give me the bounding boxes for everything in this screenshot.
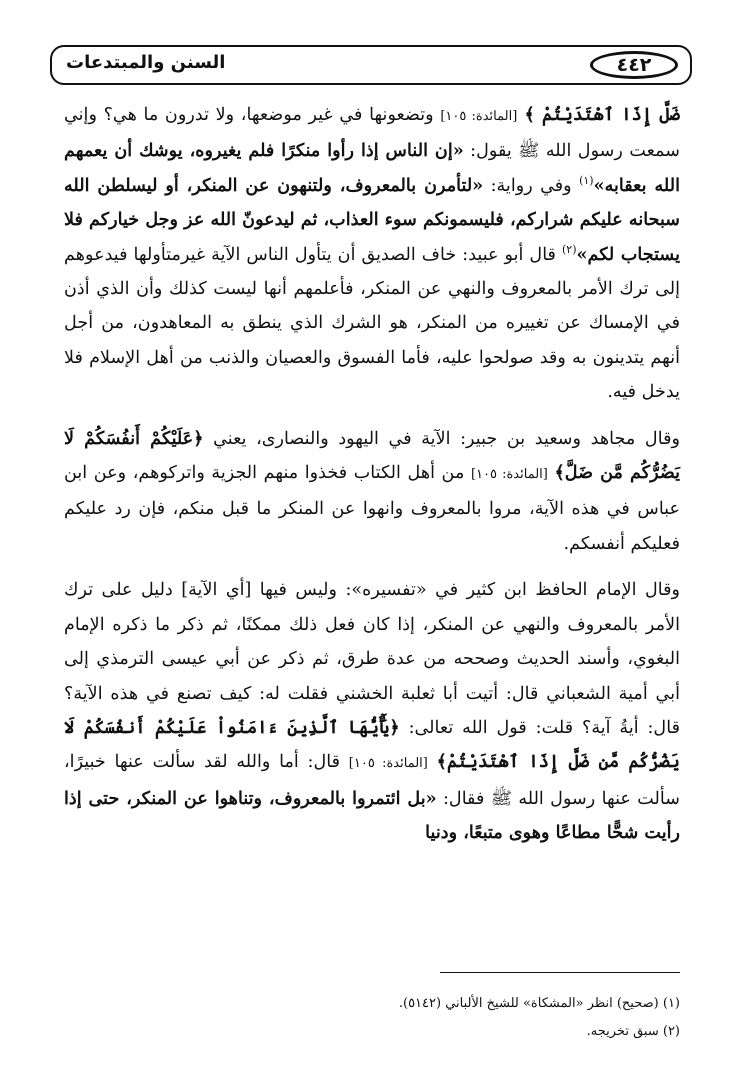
text-run: وقال مجاهد وسعيد بن جبير: الآية في اليهود والنصارى، يعني — [203, 428, 680, 449]
text-run: من أهل الكتاب فخذوا منهم الجزية واتركوهم، وعن ابن عباس في هذه الآية، مروا بالمعروف وانهوا عن المنكر ما قبل منكم، فإن رد عليكم فعليكم أنفسكم. — [64, 463, 680, 554]
running-title: السنن والمبتدعات — [66, 52, 226, 73]
footnote-1: (١) (صحيح) انظر «المشكاة» للشيخ الألباني (٥١٤٢). — [398, 996, 680, 1011]
body-text — [64, 98, 680, 863]
text-run: وقال الإمام الحافظ ابن كثير في «تفسيره»: وليس فيها [أي الآية] دليل على ترك الأمر بالمعروف والنهي عن المنكر، إذا كان فعل ذلك ممكنًا، ثم ذكر ما ذكره الإمام البغوي، وأسند الحديث وصححه من عدة طرق، ثم ذكر عن أبي عيسى الترمذي إلى أبي أمية الشعباني قال: أتيت أبا ثعلبة الخشني فقلت له: كيف تصنع في هذه الآية؟ قال: أيةُ آية؟ قلت: قول الله تعالى: — [64, 580, 680, 738]
paragraph — [64, 573, 680, 850]
verse-reference: [المائدة: ١٠٥] — [470, 467, 548, 483]
page-number: ٤٤٢ — [590, 51, 678, 79]
hadith-quote: «لتأمرن بالمعروف، ولتنهون عن المنكر، أو ليسلطن الله سبحانه عليكم شراركم، فليسمونكم سوء العذاب، ثم ليدعونّ الله عز وجل خياركم فلا يستجاب لكم» — [64, 174, 680, 265]
quran-verse: ﴿عَلَيْكُمْ أَنفُسَكُمْ لَا يَضُرُّكُم مَّن ضَلَّ﴾ — [64, 427, 680, 484]
quran-verse: ضَلَّ إِذَا ٱهْتَدَيْتُمْ ﴾ — [517, 104, 680, 125]
page-header — [50, 45, 692, 85]
hadith-quote: «إن الناس إذا رأوا منكرًا فلم يغيروه، يوشك أن يعمهم الله بعقابه» — [64, 140, 680, 196]
footnote-2: (٢) سبق تخريجه. — [586, 1024, 680, 1039]
text-run: قال أبو عبيد: خاف الصديق أن يتأول الناس الآية غيرمتأولها فيدعوهم إلى ترك الأمر بالمعروف والنهي عن المنكر، فأعلمهم أنها ليست كذلك وأن الذي أذن في الإمساك عن تغييره من المنكر، هو الشرك الذي ينطق به المعاهدون، من أجل أنهم يتدينون به وقد صولحوا عليه، فأما الفسوق والعصيان والذنب من أهل الإسلام فلا يدخل فيه. — [64, 244, 680, 403]
footnotes — [64, 990, 680, 1046]
text-run: وفي رواية: — [483, 175, 580, 196]
footnote-marker: (٢) — [561, 242, 577, 256]
text-run — [428, 752, 437, 772]
verse-reference: [المائدة: ١٠٥] — [348, 756, 428, 772]
hadith-quote: «بل ائتمروا بالمعروف، وتناهوا عن المنكر، حتى إذا رأيت شحًّا مطاعًا وهوى متبعًا، ودنيا — [64, 787, 680, 844]
footnote-marker: (١) — [579, 173, 594, 187]
footnote-separator — [440, 972, 680, 973]
paragraph — [64, 98, 680, 410]
quran-verse: ﴿يَٰٓأَيُّهَا ٱلَّذِينَ ءَامَنُواْ عَلَيْكُمْ أَنفُسَكُمْ لَا يَضُرُّكُم مَّن ضَلَّ إِذَا ٱهْتَدَيْتُمْ﴾ — [64, 716, 680, 773]
verse-reference: [المائدة: ١٠٥] — [440, 109, 518, 124]
paragraph — [64, 422, 680, 562]
text-run: قال: أما والله لقد سألت عنها خبيرًا، سألت عنها رسول الله ﷺ فقال: — [64, 752, 680, 809]
text-run: وتضعونها في غير موضعها، ولا تدرون ما هي؟ وإني سمعت رسول الله ﷺ يقول: — [64, 105, 681, 162]
